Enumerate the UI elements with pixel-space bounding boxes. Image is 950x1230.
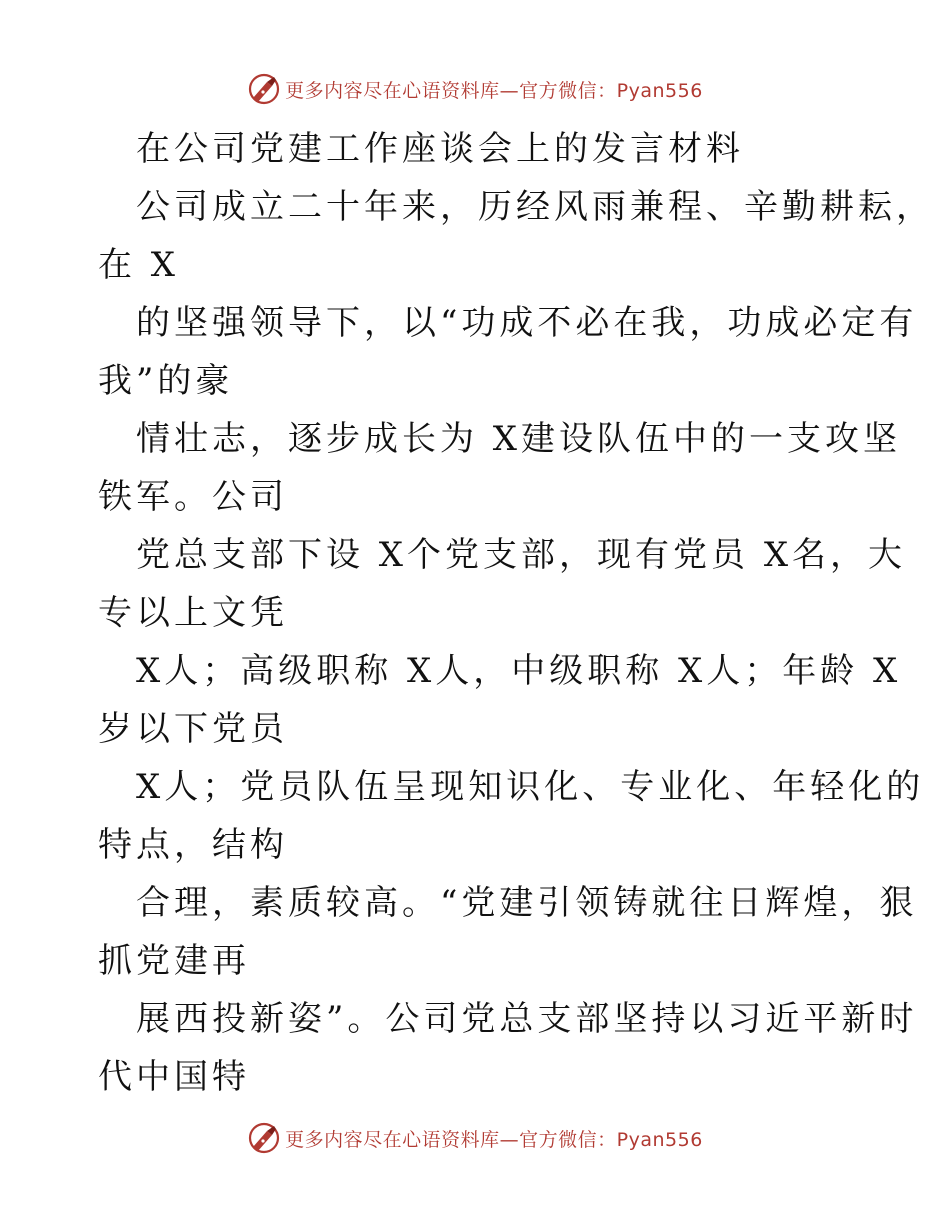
text-line: 情壮志，逐步成长为 X建设队伍中的一支攻坚	[136, 419, 902, 459]
text-line: X人；党员队伍呈现知识化、专业化、年轻化的	[136, 767, 925, 807]
text-line: 特点，结构	[98, 825, 288, 865]
watermark-text: 更多内容尽在心语资料库—官方微信：Pyan556	[285, 79, 703, 102]
text-line: 展西投新姿”。公司党总支部坚持以习近平新时	[136, 999, 918, 1039]
text-line: X人；高级职称 X人，中级职称 X人；年龄 X	[136, 651, 902, 691]
text-line: 专以上文凭	[98, 593, 288, 633]
text-line: 在 X	[98, 245, 180, 285]
text-line: 铁军。公司	[98, 477, 288, 517]
pen-nib-logo-icon	[247, 72, 281, 106]
pen-nib-logo-icon	[247, 1121, 281, 1155]
header-watermark	[0, 72, 950, 106]
text-line: 党总支部下设 X个党支部，现有党员 X名，大	[136, 535, 907, 575]
watermark-text: 更多内容尽在心语资料库—官方微信：Pyan556	[285, 1128, 703, 1151]
text-line: 代中国特	[98, 1057, 250, 1097]
text-line: 我”的豪	[98, 361, 234, 401]
text-line: 抓党建再	[98, 941, 250, 981]
text-line: 公司成立二十年来，历经风雨兼程、辛勤耕耘，	[136, 187, 934, 227]
footer-watermark	[0, 1121, 950, 1155]
text-line: 合理，素质较高。“党建引领铸就往日辉煌，狠	[136, 883, 918, 923]
document-title: 在公司党建工作座谈会上的发言材料	[136, 129, 744, 169]
text-line: 的坚强领导下，以“功成不必在我，功成必定有	[136, 303, 918, 343]
text-line: 岁以下党员	[98, 709, 288, 749]
